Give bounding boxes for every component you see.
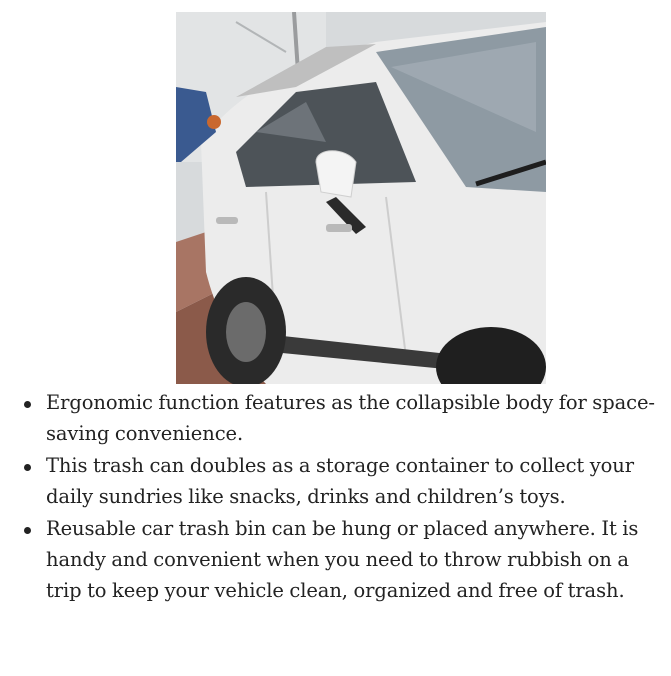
feature-text: This trash can doubles as a storage container to collect your daily sundries like snacks, drinks and children’s toys. bbox=[46, 454, 634, 508]
product-image bbox=[176, 12, 546, 384]
feature-text: Reusable car trash bin can be hung or placed anywhere. It is handy and convenient when you need to throw rubbish on a trip to keep your vehicle clean, organized and free of trash. bbox=[46, 517, 639, 602]
bullet-icon bbox=[24, 401, 31, 408]
feature-list bbox=[46, 388, 666, 608]
feature-text: Ergonomic function features as the collapsible body for space-saving convenience. bbox=[46, 391, 655, 445]
bullet-icon bbox=[24, 464, 31, 471]
list-item bbox=[46, 388, 666, 449]
list-item bbox=[46, 514, 666, 606]
list-item bbox=[46, 451, 666, 512]
bullet-icon bbox=[24, 527, 31, 534]
